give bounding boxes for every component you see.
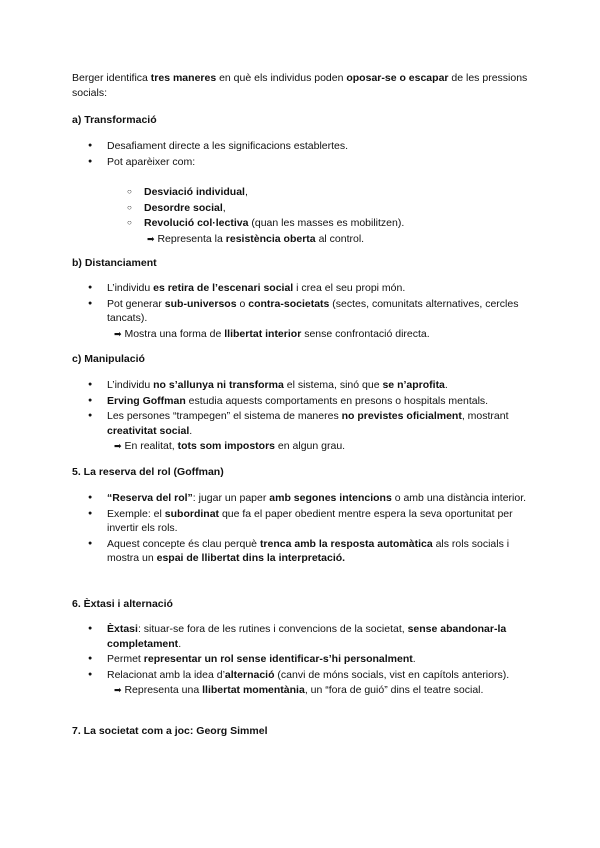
list-item: ● L’individu no s’allunya ni transforma el sistema, sinó que se n’aprofita. [72,378,532,393]
section-5-list [72,491,532,567]
arrow-right-icon: ➡ [147,233,155,244]
section-a-note: ➡ Representa la resistència oberta al control. [147,232,365,245]
section-a-sublist [72,185,532,246]
list-item: ● Permet representar un rol sense identificar-s’hi personalment. [72,652,532,667]
section-7 [72,724,532,739]
list-item: ● Aquest concepte és clau perquè trenca amb la resposta automàtica als rols socials i mostra un espai de llibertat dins la interpretació. [72,537,532,566]
sub-list-item: ○ Revolució col·lectiva (quan les masses es mobilitzen). [72,216,532,231]
list-item: ● Les persones “trampegen” el sistema de maneres no previstes oficialment, mostrant creativitat social. [72,409,532,438]
section-b-heading: b) Distanciament [72,257,157,269]
section-7-heading: 7. La societat com a joc: Georg Simmel [72,725,268,737]
section-5-heading: 5. La reserva del rol (Goffman) [72,466,224,478]
list-item: ● Èxtasi: situar-se fora de les rutines i convencions de la societat, sense abandonar-la completament. [72,622,532,651]
section-6-heading: 6. Èxtasi i alternació [72,598,173,610]
sub-list-item: ○ Desviació individual, [72,185,532,200]
section-a-list [72,139,532,170]
list-item: ● “Reserva del rol”: jugar un paper amb segones intencions o amb una distància interior. [72,491,532,506]
list-item: ● Pot generar sub-universos o contra-societats (sectes, comunitats alternatives, cercles tancats). [72,297,532,326]
section-a [72,113,532,128]
section-6 [72,597,532,612]
section-c-list [72,378,532,454]
section-c [72,352,532,367]
section-5 [72,465,532,480]
section-b-list [72,281,532,341]
list-item: ● L’individu es retira de l’escenari social i crea el seu propi món. [72,281,532,296]
list-item: ● Relacionat amb la idea d’alternació (canvi de móns socials, vist en capítols anteriors). [72,668,532,683]
intro-text: Berger identifica tres maneres en què els individus poden oposar-se o escapar de les pressions socials: [72,72,528,99]
arrow-right-icon: ➡ [114,328,122,339]
list-item: ● Erving Goffman estudia aquests comportaments en presons o hospitals mentals. [72,394,532,409]
section-b [72,256,532,271]
section-6-list [72,622,532,698]
section-a-heading: a) Transformació [72,114,157,126]
section-c-heading: c) Manipulació [72,353,145,365]
sub-list-item: ○ Desordre social, [72,201,532,216]
list-item: ● Exemple: el subordinat que fa el paper obedient mentre espera la seva oportunitat per invertir els rols. [72,507,532,536]
list-item: ● Pot aparèixer com: [72,155,532,170]
arrow-right-icon: ➡ [114,441,122,451]
section-c-note: ➡ En realitat, tots som impostors en algun grau. [114,440,346,452]
section-6-note: ➡ Representa una llibertat momentània, un “fora de guió” dins el teatre social. [114,684,484,696]
list-item: ● Desafiament directe a les significacions establertes. [72,139,532,154]
arrow-right-icon: ➡ [114,685,122,695]
section-b-note: ➡ Mostra una forma de llibertat interior sense confrontació directa. [114,327,430,340]
intro-paragraph [72,71,532,100]
